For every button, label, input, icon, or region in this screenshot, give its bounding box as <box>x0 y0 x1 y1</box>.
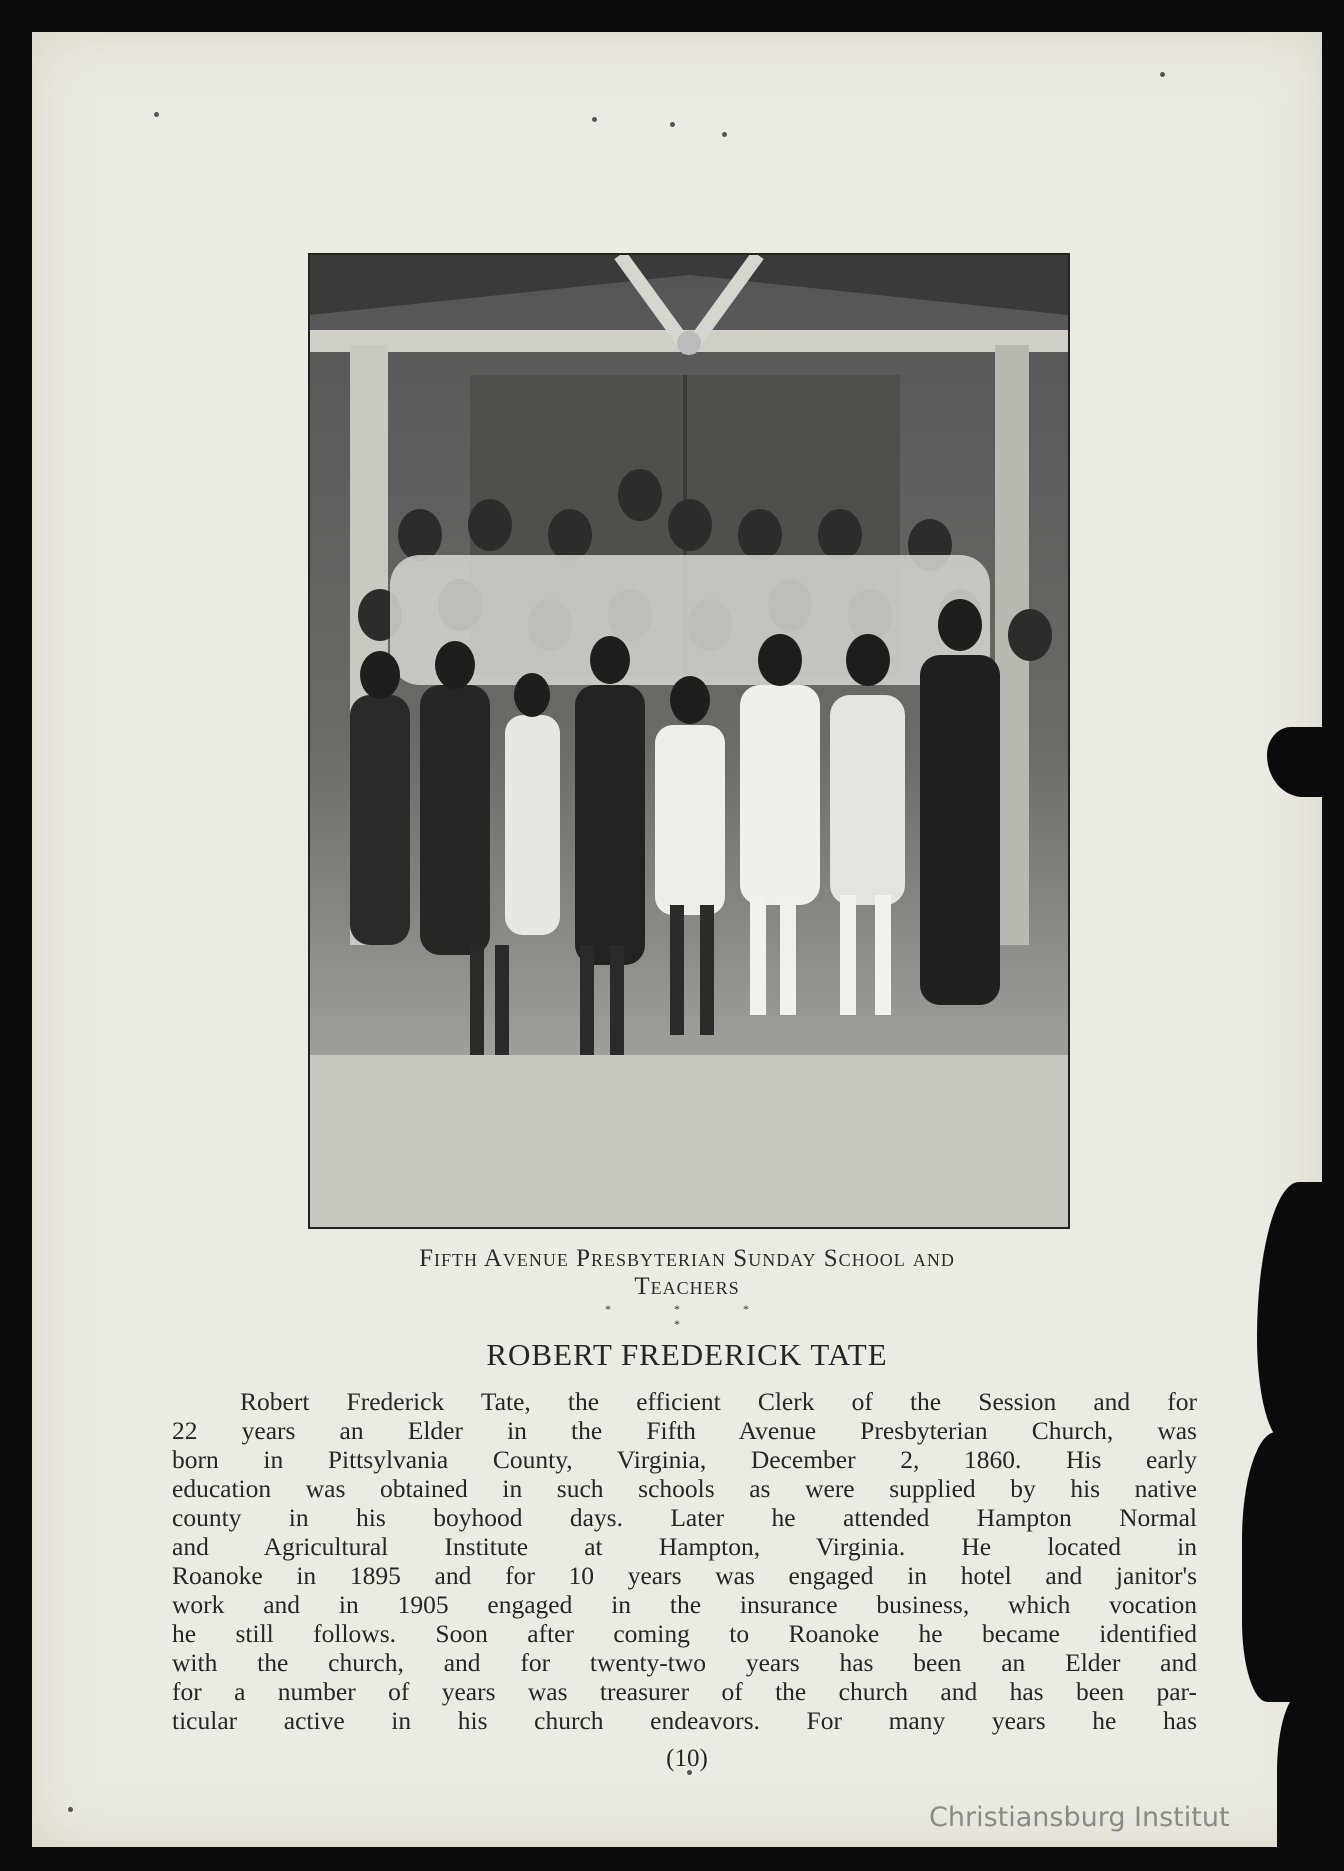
paper-speck <box>670 122 675 127</box>
section-ornament: * * * * <box>605 1302 779 1331</box>
article-line: for a number of years was treasurer of the church and has been par- <box>172 1677 1197 1706</box>
paper-speck <box>722 132 727 137</box>
article-line: Robert Frederick Tate, the efficient Clerk of the Session and for <box>240 1387 1197 1416</box>
torn-edge <box>1257 1182 1327 1442</box>
torn-edge <box>1277 1692 1327 1852</box>
article-line: county in his boyhood days. Later he attended Hampton Normal <box>172 1503 1197 1532</box>
photo-caption-line1: Fifth Avenue Presbyterian Sunday School and <box>419 1245 955 1272</box>
article-body <box>172 1387 1197 1735</box>
document-page <box>32 32 1322 1847</box>
paper-speck <box>68 1807 73 1812</box>
watermark: Christiansburg Institut <box>929 1802 1230 1833</box>
article-line: with the church, and for twenty-two years has been an Elder and <box>172 1648 1197 1677</box>
article-line: 22 years an Elder in the Fifth Avenue Presbyterian Church, was <box>172 1416 1197 1445</box>
torn-edge <box>1242 1432 1327 1702</box>
paper-speck <box>1160 72 1165 77</box>
photo-caption <box>282 1245 1092 1301</box>
group-photograph-image <box>310 255 1068 1227</box>
article-line: Roanoke in 1895 and for 10 years was engaged in hotel and janitor's <box>172 1561 1197 1590</box>
article-line: he still follows. Soon after coming to Roanoke he became identified <box>172 1619 1197 1648</box>
torn-edge <box>1267 727 1327 797</box>
photo-caption-line2: Teachers <box>634 1273 740 1300</box>
page-number: (10) <box>666 1745 708 1772</box>
paper-speck <box>154 112 159 117</box>
group-photograph <box>308 253 1070 1229</box>
article-line: work and in 1905 engaged in the insurance business, which vocation <box>172 1590 1197 1619</box>
paper-speck <box>592 117 597 122</box>
article-line: ticular active in his church endeavors. For many years he has <box>172 1706 1197 1735</box>
article-line: and Agricultural Institute at Hampton, Virginia. He located in <box>172 1532 1197 1561</box>
article-heading: ROBERT FREDERICK TATE <box>486 1337 888 1372</box>
article-line: born in Pittsylvania County, Virginia, December 2, 1860. His early <box>172 1445 1197 1474</box>
article-line: education was obtained in such schools as were supplied by his native <box>172 1474 1197 1503</box>
